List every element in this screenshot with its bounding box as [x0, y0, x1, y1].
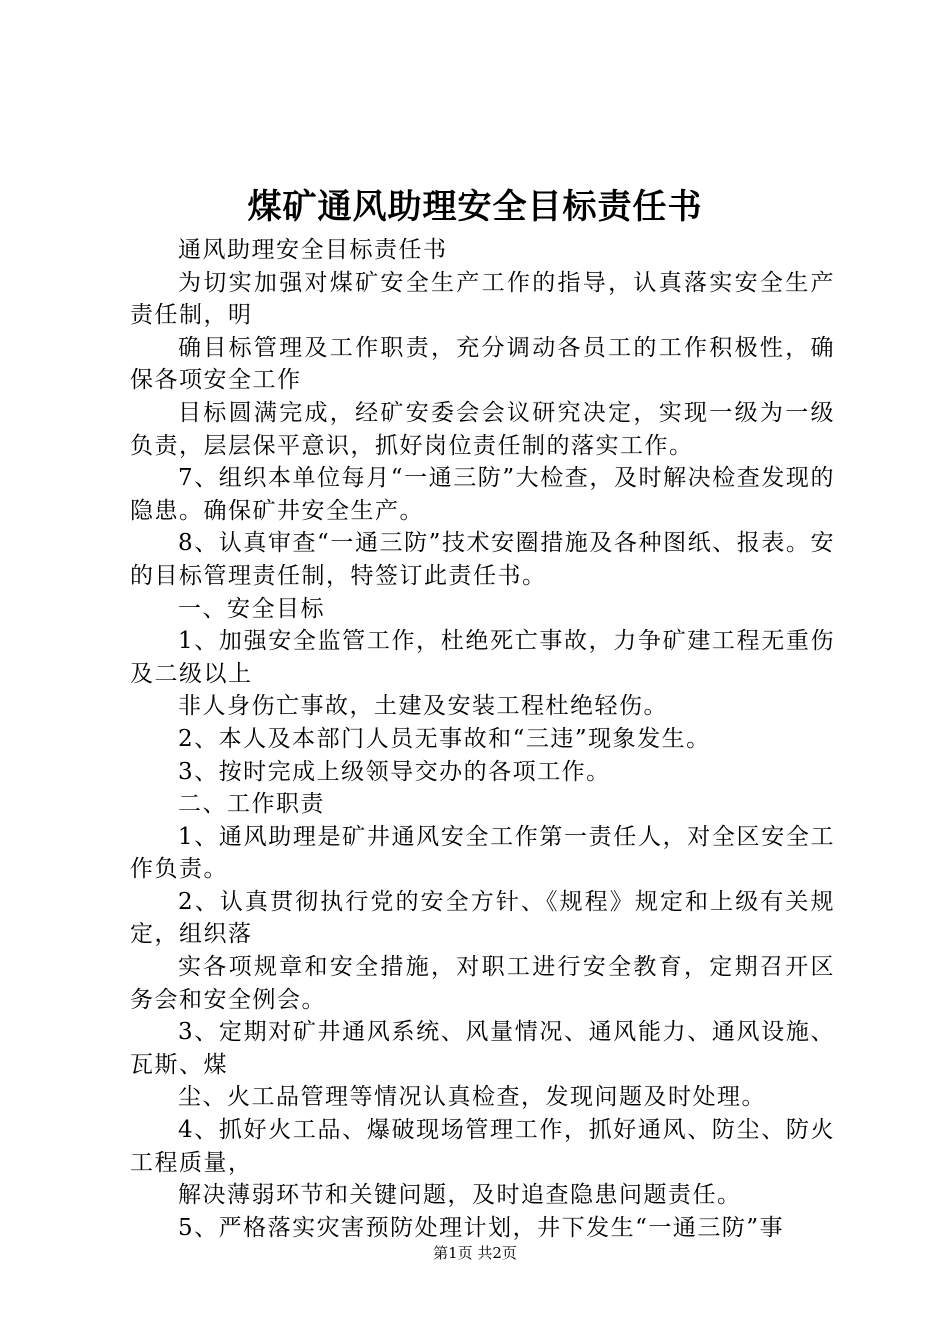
document-body — [130, 234, 835, 1244]
paragraph: 非人身伤亡事故，土建及安装工程杜绝轻伤。 — [178, 693, 668, 720]
section-heading: 二、工作职责 — [178, 791, 325, 818]
paragraph: 实各项规章和安全措施，对职工进行安全教育，定期召开区务会和安全例会。 — [130, 954, 835, 1013]
paragraph: 解决薄弱环节和关键问题，及时追查隐患问题责任。 — [178, 1182, 742, 1209]
paragraph: 3、定期对矿井通风系统、风量情况、通风能力、通风设施、瓦斯、煤 — [130, 1019, 835, 1078]
paragraph: 8、认真审查“一通三防”技术安圈措施及各种图纸、报表。安的目标管理责任制，特签订此责任书。 — [130, 530, 835, 589]
paragraph: 尘、火工品管理等情况认真检查，发现问题及时处理。 — [178, 1084, 766, 1111]
paragraph: 3、按时完成上级领导交办的各项工作。 — [178, 758, 611, 785]
paragraph: 2、本人及本部门人员无事故和“三违”现象发生。 — [178, 725, 711, 752]
page-number: 第1页 共2页 — [433, 1244, 517, 1262]
paragraph: 5、严格落实灾害预防处理计划，井下发生“一通三防”事 — [178, 1214, 785, 1241]
paragraph: 为切实加强对煤矿安全生产工作的指导，认真落实安全生产责任制，明 — [130, 269, 835, 329]
paragraph: 2、认真贯彻执行党的安全方针、《规程》规定和上级有关规定，组织落 — [130, 888, 835, 948]
section-heading: 一、安全目标 — [178, 595, 325, 622]
paragraph: 通风助理安全目标责任书 — [178, 237, 448, 263]
document-title: 煤矿通风助理安全目标责任书 — [247, 187, 703, 227]
paragraph: 1、通风助理是矿井通风安全工作第一责任人，对全区安全工作负责。 — [130, 823, 835, 883]
paragraph: 目标圆满完成，经矿安委会会议研究决定，实现一级为一级负责，层层保平意识，抓好岗位责任制的落实工作。 — [130, 399, 835, 459]
paragraph: 1、加强安全监管工作，杜绝死亡事故，力争矿建工程无重伤及二级以上 — [130, 628, 835, 687]
paragraph: 确目标管理及工作职责，充分调动各员工的工作积极性，确保各项安全工作 — [130, 334, 835, 394]
paragraph: 7、组织本单位每月“一通三防”大检查，及时解决检查发现的隐患。确保矿井安全生产。 — [130, 465, 835, 524]
paragraph: 4、抓好火工品、爆破现场管理工作，抓好通风、防尘、防火工程质量， — [130, 1117, 835, 1176]
